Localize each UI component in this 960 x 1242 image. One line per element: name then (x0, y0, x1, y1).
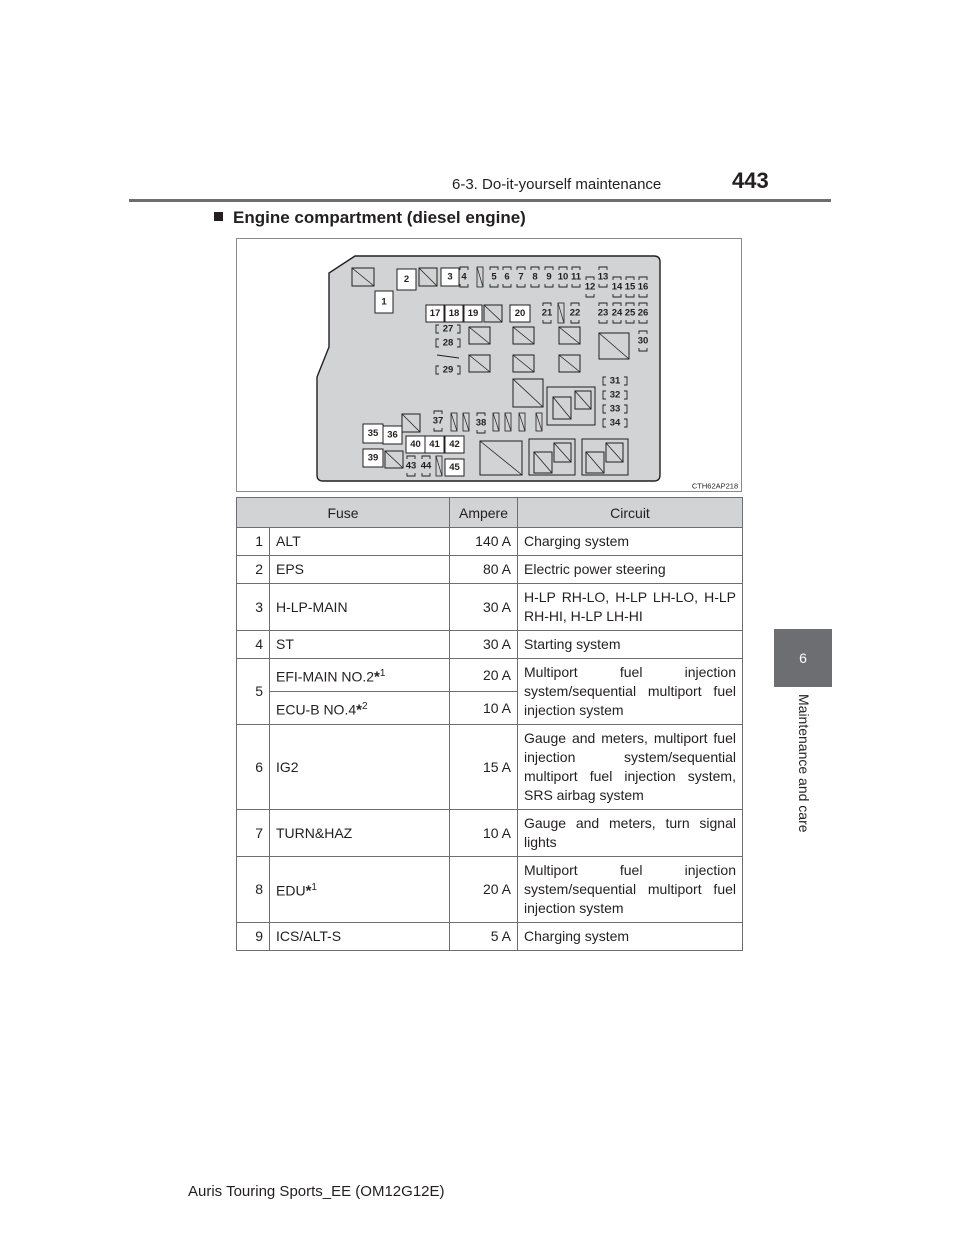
fuse-number-label: 43 (405, 460, 417, 472)
fuse-name: TURN&HAZ (270, 810, 450, 857)
fuse-name: ICS/ALT-S (270, 923, 450, 951)
fuse-number-label: 3 (447, 271, 453, 283)
fuse-circuit: Multiport fuel injection system/sequential multiport fuel injection system (518, 659, 743, 725)
fuse-circuit: Charging system (518, 528, 743, 556)
fuse-name-text: EFI-MAIN NO.2 (276, 668, 375, 685)
fuse-number-label: 19 (467, 308, 479, 319)
fuse-name: H-LP-MAIN (270, 584, 450, 631)
fuse-number-label: 32 (609, 389, 621, 401)
fuse-name (270, 659, 450, 692)
fuse-number-label: 8 (532, 271, 538, 283)
fuse-circuit: Gauge and meters, turn signal lights (518, 810, 743, 857)
fuse-ampere: 20 A (450, 659, 518, 692)
fuse-number-label: 16 (637, 281, 649, 293)
section-title-text: Engine compartment (diesel engine) (233, 208, 526, 227)
fuse-number-label: 28 (442, 337, 454, 349)
fuse-number: 3 (237, 584, 270, 631)
fuse-name (270, 857, 450, 923)
section-title (214, 208, 526, 228)
note-ref: 2 (361, 700, 368, 712)
fuse-number-label: 21 (541, 307, 553, 319)
fuse-ampere: 30 A (450, 584, 518, 631)
fuse-number-label: 26 (637, 307, 649, 319)
fuse-number-label: 37 (432, 415, 444, 427)
fuse-number: 5 (237, 659, 270, 725)
fuse-number-label: 45 (449, 462, 460, 473)
fuse-number-label: 7 (518, 271, 524, 283)
fuse-number-label: 44 (420, 460, 432, 472)
fuse-number-label: 14 (611, 281, 623, 293)
fuse-number-label: 17 (429, 308, 441, 319)
fuse-ampere: 10 A (450, 692, 518, 725)
diagram-code: CTH62AP218 (691, 481, 739, 491)
chapter-tab[interactable] (774, 629, 832, 687)
fuse-number-label: 30 (637, 335, 649, 347)
square-bullet-icon (214, 212, 223, 221)
fuse-number-label: 6 (504, 271, 510, 283)
fuse-circuit: Gauge and meters, multiport fuel injection system/sequential multiport fuel injection system, SRS airbag system (518, 725, 743, 810)
fuse-number-label: 42 (449, 439, 460, 450)
fuse-circuit: Starting system (518, 631, 743, 659)
fuse-number-label: 36 (387, 429, 398, 441)
table-row (237, 659, 743, 692)
fuse-ampere: 80 A (450, 556, 518, 584)
table-row (237, 584, 743, 631)
fuse-number: 2 (237, 556, 270, 584)
fuse-circuit: Charging system (518, 923, 743, 951)
fuse-number-label: 33 (609, 403, 621, 415)
note-ref: 1 (379, 667, 386, 679)
fuse-number-label: 35 (367, 428, 379, 439)
fuse-number: 8 (237, 857, 270, 923)
fuse-circuit: Electric power steering (518, 556, 743, 584)
fuse-number-label: 1 (381, 296, 387, 308)
fuse-box-diagram (236, 238, 742, 492)
chapter-label: Maintenance and care (796, 694, 812, 833)
fuse-name: ALT (270, 528, 450, 556)
fuse-number-label: 10 (557, 271, 569, 283)
fuse-number-label: 25 (624, 307, 636, 319)
fuse-ampere: 10 A (450, 810, 518, 857)
fuse-name: EPS (270, 556, 450, 584)
fuse-ampere: 30 A (450, 631, 518, 659)
header-rule (129, 199, 831, 202)
manual-footer: Auris Touring Sports_EE (OM12G12E) (188, 1183, 445, 1200)
fuse-number-label: 27 (442, 323, 454, 335)
fuse-name: ST (270, 631, 450, 659)
fuse-name-text: EDU (276, 882, 306, 899)
fuse-ampere: 15 A (450, 725, 518, 810)
note-ref: 1 (311, 882, 317, 894)
header-circuit: Circuit (518, 498, 743, 528)
fuse-ampere: 20 A (450, 857, 518, 923)
fuse-number: 9 (237, 923, 270, 951)
fuse-number-label: 29 (442, 364, 454, 376)
fuse-number-label: 9 (546, 271, 552, 283)
fuse-number-label: 22 (569, 307, 581, 319)
table-row (237, 528, 743, 556)
fuse-box-svg (237, 239, 741, 491)
section-header: 6-3. Do-it-yourself maintenance (452, 176, 662, 193)
fuse-number-label: 4 (461, 271, 467, 283)
fuse-number-label: 20 (514, 308, 526, 319)
fuse-number-label: 18 (448, 308, 460, 319)
fuse-number-label: 11 (570, 271, 582, 283)
fuse-number-label: 39 (367, 452, 379, 464)
table-row (237, 857, 743, 923)
fuse-number-label: 23 (597, 307, 609, 319)
table-row (237, 725, 743, 810)
fuse-ampere: 140 A (450, 528, 518, 556)
fuse-ampere: 5 A (450, 923, 518, 951)
fuse-number-label: 5 (491, 271, 497, 283)
fuse-number-label: 34 (609, 417, 621, 429)
table-header-row (237, 498, 743, 528)
table-row (237, 810, 743, 857)
fuse-circuit: Multiport fuel injection system/sequential multiport fuel injection system (518, 857, 743, 923)
page-number: 443 (732, 168, 769, 193)
fuse-name-text: ECU-B NO.4 (276, 701, 357, 718)
chapter-number: 6 (799, 650, 807, 666)
note-asterisk: * (356, 701, 362, 719)
fuse-name: IG2 (270, 725, 450, 810)
table-row (237, 556, 743, 584)
note-asterisk: * (374, 668, 380, 686)
header-fuse: Fuse (237, 498, 450, 528)
fuse-number-label: 38 (475, 417, 487, 429)
fuse-circuit: H-LP RH-LO, H-LP LH-LO, H-LP RH-HI, H-LP LH-HI (518, 584, 743, 631)
fuse-number: 6 (237, 725, 270, 810)
fuse-number-label: 40 (410, 439, 421, 450)
fuse-number-label: 12 (584, 281, 596, 293)
note-asterisk: * (305, 882, 312, 900)
fuse-number-label: 41 (429, 439, 440, 450)
fuse-table (236, 497, 743, 951)
table-row (237, 631, 743, 659)
fuse-number-label: 24 (611, 307, 623, 319)
fuse-number-label: 2 (403, 274, 410, 285)
table-row (237, 923, 743, 951)
fuse-number: 4 (237, 631, 270, 659)
fuse-number: 1 (237, 528, 270, 556)
fuse-number: 7 (237, 810, 270, 857)
header-ampere: Ampere (450, 498, 518, 528)
fuse-number-label: 13 (597, 271, 609, 283)
fuse-name (270, 692, 450, 725)
fuse-number-label: 15 (624, 281, 636, 293)
fuse-number-label: 31 (609, 375, 621, 387)
